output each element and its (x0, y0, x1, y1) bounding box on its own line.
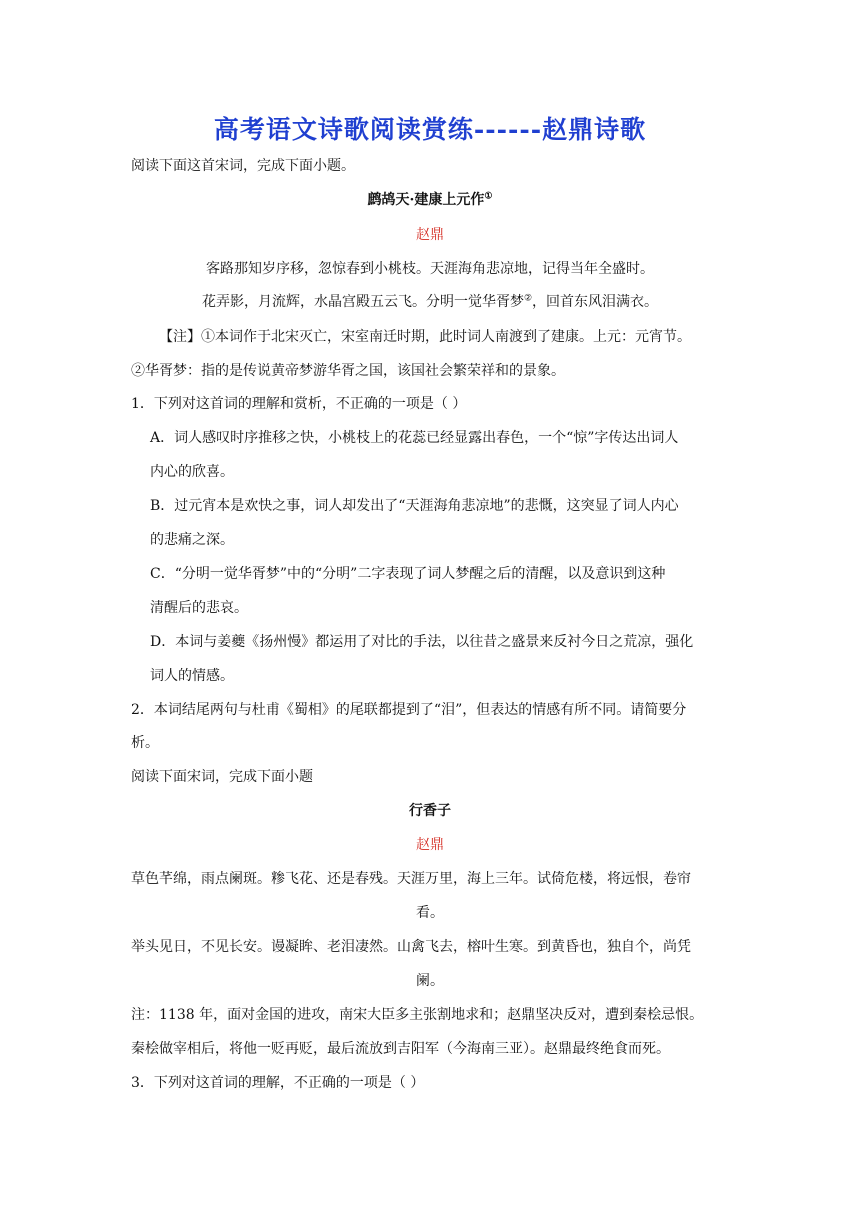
poem1-line-2 (0, 292, 860, 312)
poem1-line-2a: 花弄影，月流辉，水晶宫殿五云飞。分明一觉华胥梦 (201, 294, 524, 310)
poem2-stanza-2: 举头见日，不见长安。谩凝眸、老泪凄然。山禽飞去，榕叶生寒。到黄昏也，独自个，尚凭 (131, 939, 691, 955)
question-1-stem: 1．下列对这首词的理解和赏析，不正确的一项是（ ） (131, 396, 467, 412)
poem2-stanza-2-end: 阑。 (416, 973, 444, 989)
poem2-stanza-1: 草色芊绵，雨点阑斑。糁飞花、还是春残。天涯万里，海上三年。试倚危楼，将远恨，卷帘 (131, 871, 691, 887)
poem1-line-1: 客路那知岁序移，忽惊春到小桃枝。天涯海角悲凉地，记得当年全盛时。 (206, 261, 654, 277)
poem1-note-1: 【注】①本词作于北宋灭亡，宋室南迁时期，此时词人南渡到了建康。上元：元宵节。 (159, 329, 691, 345)
poem1-line-2b: ，回首东风泪满衣。 (532, 294, 659, 310)
intro-1: 阅读下面这首宋词，完成下面小题。 (131, 158, 355, 174)
poem2-author: 赵鼎 (416, 837, 444, 853)
question-2-line-1: 2．本词结尾两句与杜甫《蜀相》的尾联都提到了“泪”，但表达的情感有所不同。请简要分 (131, 702, 687, 718)
q1-option-a-line-2: 内心的欣喜。 (150, 464, 234, 480)
poem1-author: 赵鼎 (416, 227, 444, 243)
poem2-note-1: 注：1138 年，面对金国的进攻，南宋大臣多主张割地求和；赵鼎坚决反对，遭到秦桧忌恨。 (131, 1007, 704, 1023)
q1-option-a-line-1: A．词人感叹时序推移之快，小桃枝上的花蕊已经显露出春色，一个“惊”字传达出词人 (150, 430, 679, 446)
poem2-stanza-1-end: 看。 (416, 905, 444, 921)
q1-option-d-line-2: 词人的情感。 (150, 668, 234, 684)
poem1-title (0, 190, 860, 210)
document-title: 高考语文诗歌阅读赏练------赵鼎诗歌 (213, 115, 647, 144)
q1-option-d-line-1: D．本词与姜夔《扬州慢》都运用了对比的手法，以往昔之盛景来反衬今日之荒凉，强化 (150, 634, 694, 650)
question-3-stem: 3．下列对这首词的理解，不正确的一项是（ ） (131, 1075, 425, 1091)
intro-2: 阅读下面宋词，完成下面小题 (131, 769, 313, 785)
poem1-title-text: 鹧鸪天·建康上元作 (367, 192, 485, 208)
poem2-note-2: 秦桧做宰相后，将他一贬再贬，最后流放到吉阳军（今海南三亚）。赵鼎最终绝食而死。 (131, 1041, 670, 1057)
q1-option-c-line-1: C．“分明一觉华胥梦”中的“分明”二字表现了词人梦醒之后的清醒，以及意识到这种 (150, 566, 666, 582)
poem1-note-2: ②华胥梦：指的是传说黄帝梦游华胥之国，该国社会繁荣祥和的景象。 (131, 363, 565, 379)
poem2-title: 行香子 (409, 803, 451, 819)
q1-option-b-line-2: 的悲痛之深。 (150, 532, 234, 548)
q1-option-c-line-2: 清醒后的悲哀。 (150, 600, 248, 616)
q1-option-b-line-1: B．过元宵本是欢快之事，词人却发出了“天涯海角悲凉地”的悲慨，这突显了词人内心 (150, 498, 679, 514)
question-2-line-2: 析。 (131, 735, 159, 751)
poem1-line-2-mark: ② (523, 293, 533, 304)
poem1-title-mark: ① (484, 191, 493, 202)
